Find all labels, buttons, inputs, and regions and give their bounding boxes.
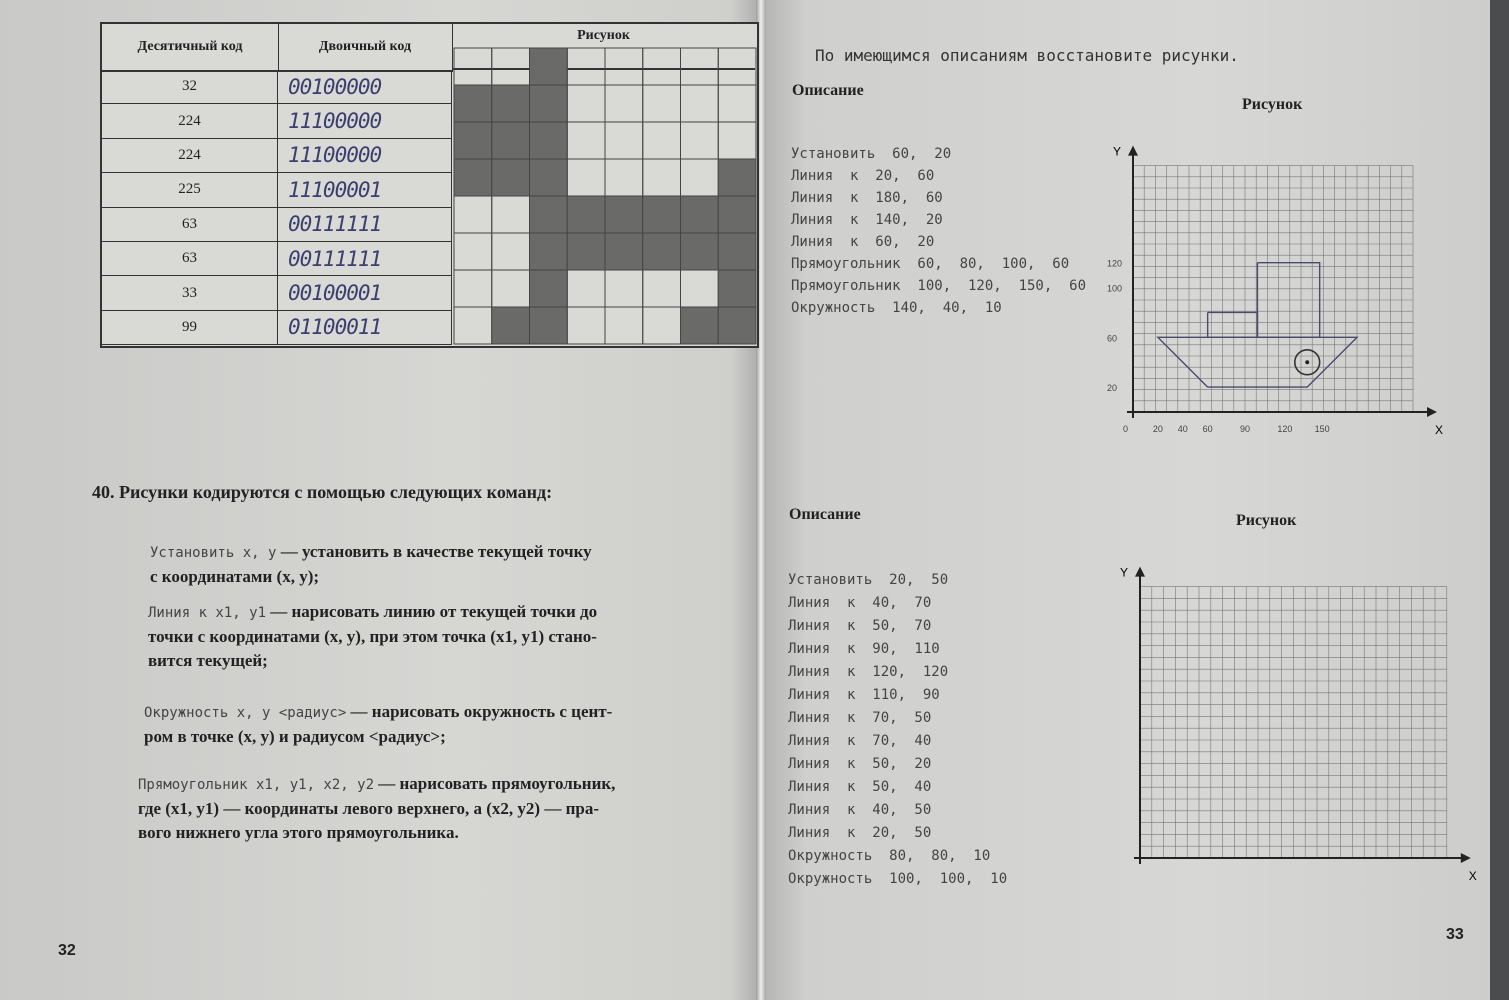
pixel-filled: [681, 196, 719, 233]
pixel-filled: [643, 233, 681, 270]
pixel-filled: [492, 85, 530, 122]
pixel-empty: [567, 48, 605, 85]
pixel-filled: [530, 122, 568, 159]
table-cell-binary: 00100001: [278, 276, 452, 310]
x-tick-label: 120: [1277, 424, 1293, 434]
command-circle: [144, 700, 754, 749]
pixel-empty: [454, 307, 492, 344]
command-rectangle: [138, 772, 748, 845]
description-line: Линия к 50, 40: [788, 779, 932, 795]
table-cell-binary: 11100000: [278, 139, 452, 173]
pixel-empty: [643, 270, 681, 307]
section1-description: [791, 146, 1086, 322]
command-set: [150, 540, 760, 589]
pixel-filled: [605, 233, 643, 270]
command-cont: точки с координатами (x, y), при этом точка (x1, y1) стано-: [148, 627, 597, 646]
header-binary: Двоичный код: [278, 24, 453, 72]
command-text: — нарисовать линию от текущей точки до: [266, 602, 598, 621]
pixel-empty: [605, 270, 643, 307]
table-cell-decimal: 225: [102, 173, 278, 207]
pixel-filled: [530, 307, 568, 344]
page-number-left: 32: [58, 942, 76, 959]
pixel-empty: [454, 270, 492, 307]
description-line: Линия к 50, 70: [788, 618, 932, 634]
pixel-picture: [454, 48, 756, 344]
y-tick-label: 60: [1107, 333, 1118, 344]
command-keyword: Установить x, y: [150, 545, 277, 561]
table-cell-binary: 01100011: [278, 311, 452, 345]
description-line: Линия к 90, 110: [788, 641, 940, 657]
pixel-filled: [643, 196, 681, 233]
pixel-empty: [605, 85, 643, 122]
pixel-filled: [530, 196, 568, 233]
description-line: Линия к 60, 20: [791, 234, 935, 250]
pixel-empty: [718, 85, 756, 122]
description-line: Линия к 40, 70: [788, 595, 932, 611]
pixel-empty: [454, 233, 492, 270]
header-picture: Рисунок: [452, 24, 755, 70]
pixel-empty: [567, 122, 605, 159]
description-line: Окружность 140, 40, 10: [791, 300, 1002, 316]
pixel-empty: [681, 85, 719, 122]
description-line: Линия к 20, 50: [788, 825, 932, 841]
porthole-center: [1305, 360, 1309, 364]
command-keyword: Прямоугольник x1, y1, x2, y2: [138, 777, 375, 793]
pixel-empty: [681, 159, 719, 196]
pixel-filled: [454, 159, 492, 196]
pixel-empty: [643, 48, 681, 85]
table-cell-binary: 00111111: [278, 208, 452, 242]
pixel-filled: [530, 85, 568, 122]
task-number: 40.: [92, 482, 115, 502]
table-cell-decimal: 224: [102, 104, 278, 138]
x-tick-label: 60: [1202, 424, 1213, 434]
pixel-empty: [567, 307, 605, 344]
pixel-empty: [718, 122, 756, 159]
section1-pic-label: Рисунок: [1242, 96, 1303, 113]
command-keyword: Линия к x1, y1: [148, 605, 267, 621]
description-line: Линия к 50, 20: [788, 756, 932, 772]
task-heading: [92, 482, 552, 503]
pixel-empty: [605, 307, 643, 344]
pixel-empty: [718, 48, 756, 85]
description-line: Прямоугольник 60, 80, 100, 60: [791, 256, 1070, 272]
pixel-empty: [567, 270, 605, 307]
pixel-filled: [530, 159, 568, 196]
x-axis-arrow: [1461, 853, 1471, 863]
pixel-filled: [718, 159, 756, 196]
table-cell-binary: 00100000: [278, 70, 452, 104]
page-number-right: 33: [1446, 926, 1464, 943]
pixel-filled: [718, 233, 756, 270]
section2-description: [788, 572, 1007, 894]
pixel-filled: [567, 233, 605, 270]
pixel-empty: [643, 307, 681, 344]
y-axis-arrow: [1128, 146, 1138, 156]
pixel-filled: [454, 85, 492, 122]
y-axis-label: Y: [1113, 144, 1122, 159]
table-cell-decimal: 32: [102, 70, 278, 104]
pixel-empty: [681, 122, 719, 159]
pixel-empty: [567, 159, 605, 196]
y-axis-label: Y: [1120, 565, 1129, 580]
pixel-empty: [643, 159, 681, 196]
pixel-filled: [530, 48, 568, 85]
y-tick-label: 20: [1107, 383, 1118, 394]
pixel-empty: [567, 85, 605, 122]
section2-pic-label: Рисунок: [1236, 512, 1297, 529]
x-axis-label: X: [1435, 423, 1444, 437]
command-cont2: вого нижнего угла этого прямоугольника.: [138, 823, 459, 842]
header-decimal: Десятичный код: [102, 24, 279, 72]
description-line: Установить 60, 20: [791, 146, 952, 162]
command-cont: где (x1, y1) — координаты левого верхнего, а (x2, y2) — пра-: [138, 799, 600, 818]
section1-desc-label: Описание: [792, 82, 864, 99]
x-axis-label: X: [1468, 869, 1477, 883]
command-text: — нарисовать окружность с цент-: [346, 702, 613, 721]
pixel-empty: [643, 85, 681, 122]
description-line: Окружность 100, 100, 10: [788, 871, 1008, 887]
section2-desc-label: Описание: [789, 506, 861, 523]
table-cell-decimal: 63: [102, 242, 278, 276]
pixel-filled: [567, 196, 605, 233]
pixel-empty: [605, 48, 643, 85]
pixel-filled: [605, 196, 643, 233]
x-tick-label: 150: [1314, 424, 1330, 434]
pixel-filled: [718, 196, 756, 233]
x-axis-arrow: [1427, 407, 1437, 417]
pixel-empty: [605, 159, 643, 196]
pixel-filled: [530, 233, 568, 270]
pixel-empty: [643, 122, 681, 159]
task-title: Рисунки кодируются с помощью следующих команд:: [119, 482, 553, 502]
description-line: Линия к 120, 120: [788, 664, 949, 680]
description-line: Окружность 80, 80, 10: [788, 848, 991, 864]
pixel-filled: [718, 270, 756, 307]
x-tick-label: 20: [1152, 424, 1163, 434]
description-line: Линия к 70, 40: [788, 733, 932, 749]
description-line: Линия к 180, 60: [791, 190, 943, 206]
y-tick-label: 100: [1107, 283, 1123, 294]
command-text: — нарисовать прямоугольник,: [374, 774, 616, 793]
description-line: Прямоугольник 100, 120, 150, 60: [791, 278, 1087, 294]
pixel-filled: [681, 307, 719, 344]
x-tick-label: 90: [1240, 424, 1251, 434]
description-line: Линия к 20, 60: [791, 168, 935, 184]
pixel-filled: [718, 307, 756, 344]
pixel-filled: [492, 122, 530, 159]
binary-code-table: [100, 22, 759, 348]
table-cell-binary: 00111111: [278, 242, 452, 276]
pixel-filled: [681, 233, 719, 270]
table-cell-binary: 11100001: [278, 173, 452, 207]
pixel-filled: [454, 122, 492, 159]
section1-grid: [1100, 140, 1450, 440]
pixel-empty: [492, 48, 530, 85]
x-tick-label: 40: [1177, 424, 1188, 434]
pixel-filled: [492, 307, 530, 344]
x-tick-label: 0: [1123, 424, 1129, 434]
command-text: — установить в качестве текущей точку: [276, 542, 592, 561]
table-cell-decimal: 33: [102, 276, 278, 310]
pixel-empty: [454, 196, 492, 233]
pixel-empty: [681, 270, 719, 307]
pixel-filled: [492, 159, 530, 196]
right-page-title: По имеющимся описаниям восстановите рисунки.: [815, 46, 1239, 65]
table-cell-decimal: 224: [102, 139, 278, 173]
description-line: Установить 20, 50: [788, 572, 949, 588]
pixel-empty: [454, 48, 492, 85]
pixel-empty: [605, 122, 643, 159]
table-cell-decimal: 63: [102, 208, 278, 242]
pixel-empty: [492, 270, 530, 307]
pixel-empty: [681, 48, 719, 85]
y-tick-label: 120: [1107, 258, 1123, 269]
command-cont: ром в точке (x, y) и радиусом <радиус>;: [144, 727, 446, 746]
pixel-empty: [492, 196, 530, 233]
book-edge: [1490, 0, 1509, 1000]
pixel-filled: [530, 270, 568, 307]
table-cell-binary: 11100000: [278, 104, 452, 138]
description-line: Линия к 70, 50: [788, 710, 932, 726]
command-cont2: вится текущей;: [148, 651, 268, 670]
section2-grid: [1110, 565, 1477, 883]
command-cont: с координатами (x, y);: [150, 567, 320, 586]
description-line: Линия к 40, 50: [788, 802, 932, 818]
table-cell-decimal: 99: [102, 311, 278, 345]
pixel-empty: [492, 233, 530, 270]
description-line: Линия к 140, 20: [791, 212, 943, 228]
description-line: Линия к 110, 90: [788, 687, 940, 703]
command-line: [148, 600, 758, 673]
command-keyword: Окружность x, y <радиус>: [144, 705, 347, 721]
